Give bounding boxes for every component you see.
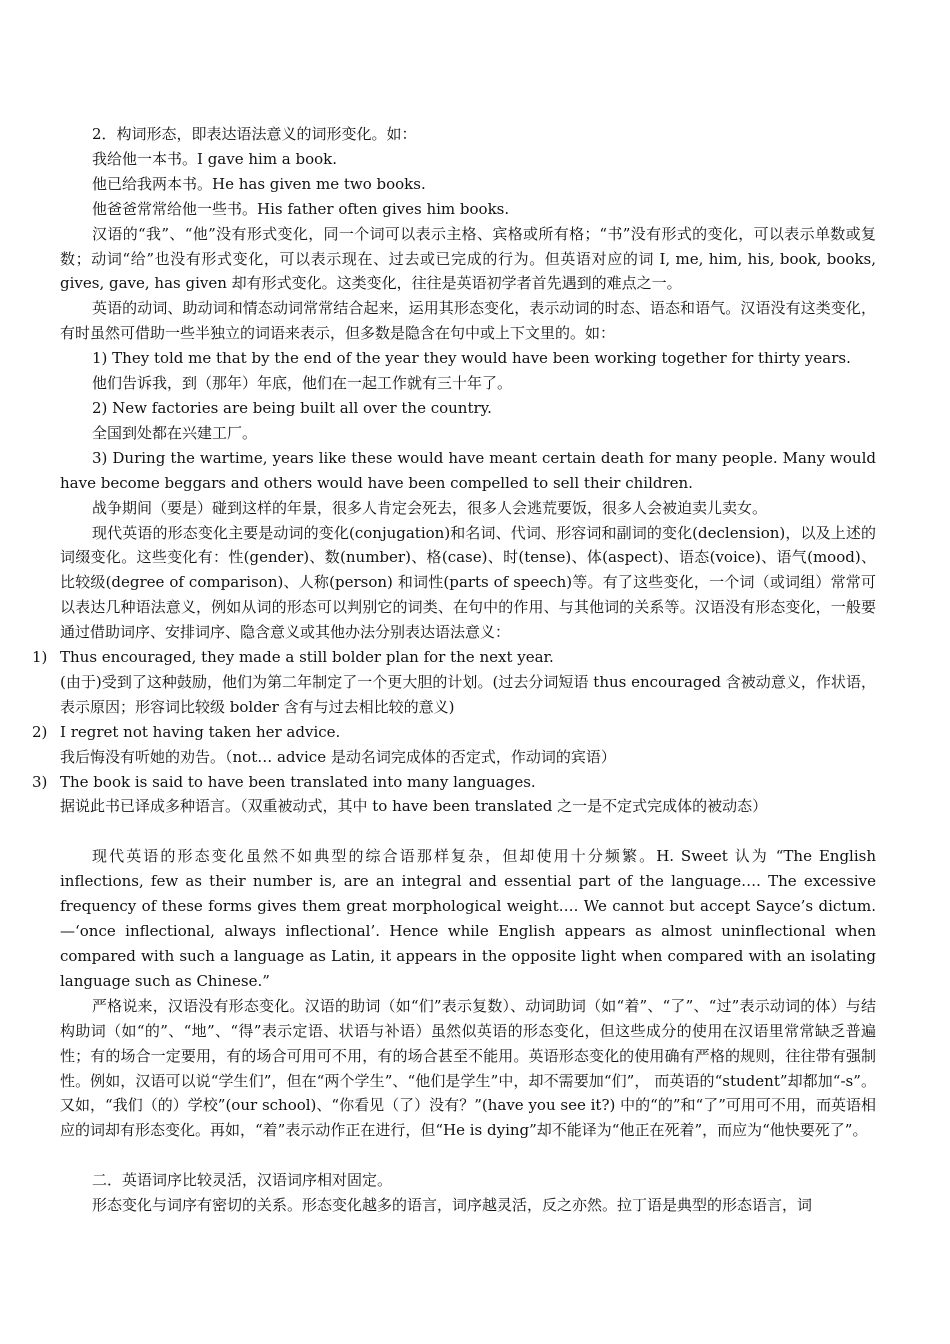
example-sentence: 他已给我两本书。He has given me two books.	[92, 174, 426, 193]
example-sentence: 我给他一本书。I gave him a book.	[92, 149, 338, 168]
paragraph: 严格说来，汉语没有形态变化。汉语的助词（如“们”表示复数）、动词助词（如“着”、“了”、“过”表示动词的体）与结构助词（如“的”、“地”、“得”表示定语、状语与补语）虽然似英语的形态变化，但这些成分的使用在汉语里常常缺乏普遍性；有的场合一定要用，有的场合可用可不用，有的场合甚至不能用。英语形态变化的使用确有严格的规则，往往带有强制性。例如，汉语可以说“学生们”，但在“两个学生”、“他们是学生”中，却不需要加“们”， 而英语的“student”却都加“-s”。又如，“我们（的）学校”(our school)、“你看见（了）没有？”(have you see it?) 中的“的”和“了”可用可不用，而英语相应的词却有形态变化。再如，“着”表示动作正在进行，但“He is dying”却不能译为“他正在死着”，而应为“他快要死了”。	[60, 996, 876, 1140]
numbered-example	[32, 720, 876, 745]
paragraph: 现代英语的形态变化主要是动词的变化(conjugation)和名词、代词、形容词和副词的变化(declension)，以及上述的词缀变化。这些变化有：性(gender)、数(number)、格(case)、时(tense)、体(aspect)、语态(voice)、语气(mood)、比较级(degree of comparison)、人称(person) 和词性(parts of speech)等。有了这些变化，一个词（或词组）常常可以表达几种语法意义，例如从词的形态可以判别它的词类、在句中的作用、与其他词的关系等。汉语没有形态变化，一般要通过借助词序、安排词序、隐含意义或其他办法分别表达语法意义：	[60, 523, 876, 642]
blank-line	[60, 1143, 876, 1168]
example-sentence: 2) New factories are being built all over the country.	[92, 398, 492, 417]
list-number: 2)	[32, 722, 48, 741]
blank-line	[60, 819, 876, 844]
paragraph: 现代英语的形态变化虽然不如典型的综合语那样复杂，但却使用十分频繁。H. Sweet 认为 “The English inflections, few as their number is, are an integral and essential part of the language…. The excessive frequency of these forms gives them great morphological weight…. We cannot but accept Sayce’s dictum.—‘once inflectional, always inflectional’. Hence while English appears as almost uninflectional when compared with such a language as Latin, it appears in the opposite light when compared with an isolating language such as Chinese.”	[60, 847, 876, 990]
example-translation: (由于)受到了这种鼓励，他们为第二年制定了一个更大胆的计划。(过去分词短语 thus encouraged 含被动意义，作状语，表示原因；形容词比较级 bolder 含有与过去相比较的意义)	[60, 672, 876, 716]
example-sentence: 他爸爸常常给他一些书。His father often gives him books.	[92, 199, 510, 218]
paragraph: 2．构词形态，即表达语法意义的词形变化。如：	[92, 125, 417, 143]
example-translation: 全国到处都在兴建工厂。	[92, 423, 258, 442]
example-sentence: Thus encouraged, they made a still bolder plan for the next year.	[60, 648, 554, 667]
example-sentence: I regret not having taken her advice.	[60, 722, 341, 741]
example-translation: 他们告诉我，到（那年）年底，他们在一起工作就有三十年了。	[92, 374, 513, 393]
paragraph: 英语的动词、助动词和情态动词常常结合起来，运用其形态变化，表示动词的时态、语态和语气。汉语没有这类变化，有时虽然可借助一些半独立的词语来表示，但多数是隐含在句中或上下文里的。如：	[60, 299, 876, 343]
numbered-example	[32, 645, 876, 670]
list-number: 3)	[32, 772, 48, 791]
section-heading: 二．英语词序比较灵活，汉语词序相对固定。	[92, 1171, 393, 1190]
example-sentence: 3) During the wartime, years like these would have meant certain death for many people. Many would have become beggars and others would have been compelled to sell their children.	[60, 448, 876, 492]
paragraph: 形态变化与词序有密切的关系。形态变化越多的语言，词序越灵活，反之亦然。拉丁语是典型的形态语言，词	[92, 1196, 813, 1215]
example-sentence: 1) They told me that by the end of the year they would have been working together for thirty years.	[92, 349, 851, 368]
example-translation: 我后悔没有听她的劝告。（not… advice 是动名词完成体的否定式，作动词的宾语）	[60, 747, 616, 766]
paragraph: 汉语的“我”、“他”没有形式变化，同一个词可以表示主格、宾格或所有格；“书”没有形式的变化，可以表示单数或复数；动词“给”也没有形式变化，可以表示现在、过去或已完成的行为。但英语对应的词 I, me, him, his, book, books, gives, gave, has given 却有形式变化。这类变化，往往是英语初学者首先遇到的难点之一。	[60, 224, 876, 293]
document-page	[32, 122, 876, 1218]
list-number: 1)	[32, 648, 48, 667]
numbered-example	[32, 770, 876, 795]
example-translation: 据说此书已译成多种语言。（双重被动式，其中 to have been translated 之一是不定式完成体的被动态）	[60, 797, 768, 816]
example-translation: 战争期间（要是）碰到这样的年景，很多人肯定会死去，很多人会逃荒要饭，很多人会被迫卖儿卖女。	[92, 498, 768, 517]
example-sentence: The book is said to have been translated into many languages.	[60, 772, 536, 791]
